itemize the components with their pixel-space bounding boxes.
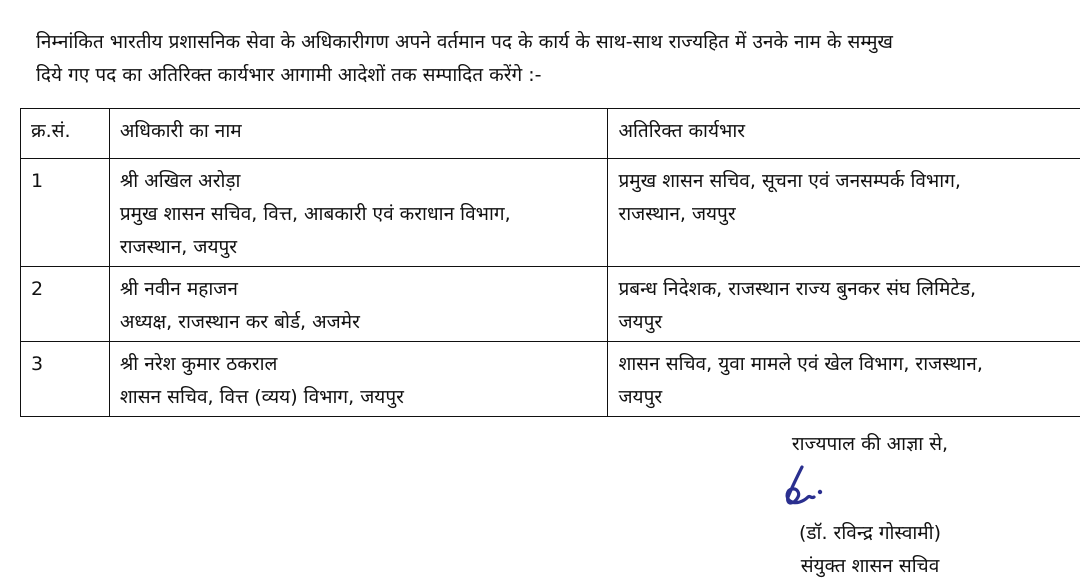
additional-charge-cell <box>608 342 1080 417</box>
additional-charge-line: प्रमुख शासन सचिव, सूचना एवं जनसम्पर्क विभाग, <box>618 170 961 192</box>
officer-name-cell <box>109 342 608 417</box>
table-row <box>21 267 1080 342</box>
header-officer-name: अधिकारी का नाम <box>109 109 608 159</box>
authority-line: राज्यपाल की आज्ञा से, <box>791 433 949 455</box>
signature-stroke <box>787 467 814 503</box>
table-row <box>21 159 1080 267</box>
officer-name: श्री नवीन महाजन <box>119 278 238 300</box>
serial-no-cell: 2 <box>21 267 110 342</box>
additional-charge-cell <box>608 267 1080 342</box>
officer-current-post: अध्यक्ष, राजस्थान कर बोर्ड, अजमेर <box>119 311 360 333</box>
handwritten-signature <box>740 461 860 517</box>
header-serial-no: क्र.सं. <box>21 109 110 159</box>
additional-charge-line: प्रबन्ध निदेशक, राजस्थान राज्य बुनकर संघ लिमिटेड, <box>618 278 977 300</box>
signature-block <box>740 428 1000 583</box>
intro-line-2: दिये गए पद का अतिरिक्त कार्यभार आगामी आदेशों तक सम्पादित करेंगे :- <box>36 64 542 86</box>
officer-name-cell <box>109 267 608 342</box>
serial-no-cell: 3 <box>21 342 110 417</box>
additional-charge-line: शासन सचिव, युवा मामले एवं खेल विभाग, राजस्थान, <box>618 353 983 375</box>
officer-signatory-name: (डॉ. रविन्द्र गोस्वामी) <box>798 522 942 544</box>
serial-no-cell: 1 <box>21 159 110 267</box>
officer-name: श्री नरेश कुमार ठकराल <box>119 353 278 375</box>
additional-charge-line: जयपुर <box>618 386 663 408</box>
officer-current-post-cont: राजस्थान, जयपुर <box>119 236 238 258</box>
officer-current-post: शासन सचिव, वित्त (व्यय) विभाग, जयपुर <box>119 386 404 408</box>
charge-table <box>20 108 1080 417</box>
officer-current-post: प्रमुख शासन सचिव, वित्त, आबकारी एवं कराधान विभाग, <box>119 203 511 225</box>
additional-charge-line: राजस्थान, जयपुर <box>618 203 736 225</box>
table-header-row <box>21 109 1080 159</box>
additional-charge-cell <box>608 159 1080 267</box>
intro-paragraph <box>36 26 1080 92</box>
signatory-designation: संयुक्त शासन सचिव <box>800 555 940 577</box>
officer-name-cell <box>109 159 608 267</box>
intro-line-1: निम्नांकित भारतीय प्रशासनिक सेवा के अधिकारीगण अपने वर्तमान पद के कार्य के साथ-साथ राज्यहित में उनके नाम के सम्मुख <box>36 31 893 53</box>
additional-charge-line: जयपुर <box>618 311 663 333</box>
officer-name: श्री अखिल अरोड़ा <box>119 170 241 192</box>
signature-dot <box>818 490 822 494</box>
table-row <box>21 342 1080 417</box>
header-additional-charge: अतिरिक्त कार्यभार <box>608 109 1080 159</box>
